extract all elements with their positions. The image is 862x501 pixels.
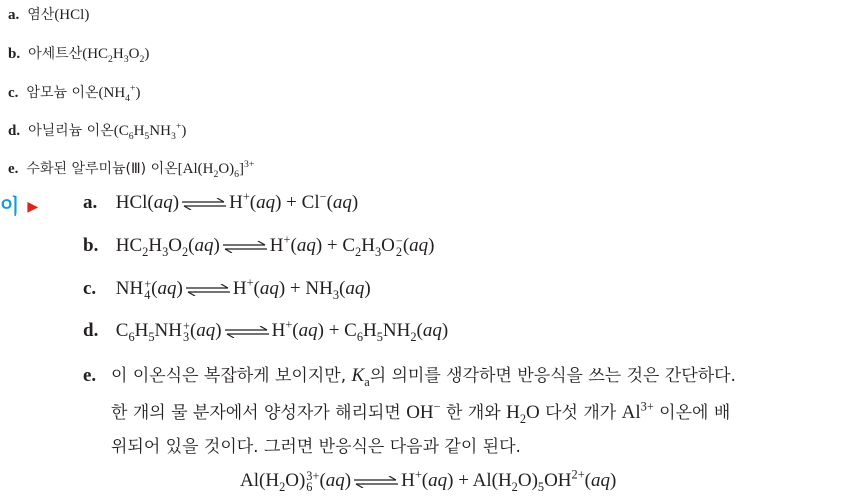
question-formula: $(C_6H_5NH_3^+)$ [113,121,187,142]
answer-e-line2: 한 개의 물 분자에서 양성자가 해리되면 OH− 한 개와 $H_2O$ 다섯 개가 $Al^{3+}$ 이온에 배 [111,399,731,426]
answer-text: 한 개와 [440,403,507,423]
answer-text: 이 이온식은 복잡하게 보이지만, [111,366,352,386]
answer-equation: $Al(H_2O)$ 3+ 6 (aq) $H^+(aq) + Al(H_2O)_5OH^{2+}(aq)$ [240,467,617,494]
question-formula: (HCl) [54,7,90,23]
question-name: 염산 [27,7,55,23]
answer-label: c. [83,278,97,299]
answer-text: 의 의미를 생각하면 반응식을 쓰는 것은 간단하다. [369,366,736,386]
question-e [8,158,254,178]
answer-equation: HCl(aq) H+(aq) + Cl−(aq) [115,189,359,213]
answer-a [83,189,359,214]
answer-equation: $HC_2H_3O_2(aq) H^+(aq) + C_2H_3O$ − 2 (aq) [115,232,435,259]
question-name: 아닐리늄 이온 [28,123,114,139]
equilibrium-arrow-icon [222,241,268,253]
question-formula: $(NH_4^+)$ [98,83,141,104]
equilibrium-arrow-icon [224,326,270,338]
question-a [8,4,89,24]
question-c [8,82,141,102]
equilibrium-arrow-icon [181,198,227,210]
solution-marker-text: 이 [0,194,20,218]
answer-text: 한 개의 물 분자에서 양성자가 해리되면 [111,403,407,423]
answer-e-line3 [111,432,521,458]
question-label: e. [8,161,19,177]
answer-e-line1: e. 이 이온식은 복잡하게 보이지만, $K_a$의 의미를 생각하면 반응식을 쓰는 것은 간단하다. [83,365,736,389]
answer-label: a. [83,192,98,213]
answer-text: 다섯 개가 [539,403,622,423]
solution-marker [0,190,38,219]
question-formula: $(HC_2H_3O_2)$ [82,46,150,65]
question-label: d. [8,123,21,139]
answer-equation: NH + 4 (aq) $H^+(aq) + NH_3(aq)$ [115,275,371,302]
question-name: 암모늄 이온 [26,85,99,101]
answer-text: 위되어 있을 것이다. 그러면 반응식은 다음과 같이 된다. [111,437,521,457]
answer-label: e. [83,365,97,386]
answer-e-equation [240,467,617,494]
question-label: a. [8,7,20,23]
answer-b [83,232,435,259]
triangle-right-icon: ▶ [27,199,39,215]
answer-label: d. [83,320,99,341]
answer-equation: $C_6H_5NH$ + 3 (aq) $H^+(aq) + C_6H_5NH_2(aq)$ [115,317,449,344]
answer-label: b. [83,235,99,256]
answer-text: 이온에 배 [653,403,731,423]
question-formula: $[Al(H_2O)_6]^{3+}$ [177,159,255,180]
question-d [8,120,186,140]
question-b [8,43,149,63]
answer-d [83,317,449,344]
equilibrium-arrow-icon [353,476,399,488]
question-name: 수화된 알루미늄(Ⅲ) 이온 [26,161,178,177]
question-name: 아세트산 [28,46,83,62]
answer-c [83,275,371,302]
equilibrium-arrow-icon [185,284,231,296]
question-label: b. [8,46,21,62]
question-label: c. [8,85,19,101]
